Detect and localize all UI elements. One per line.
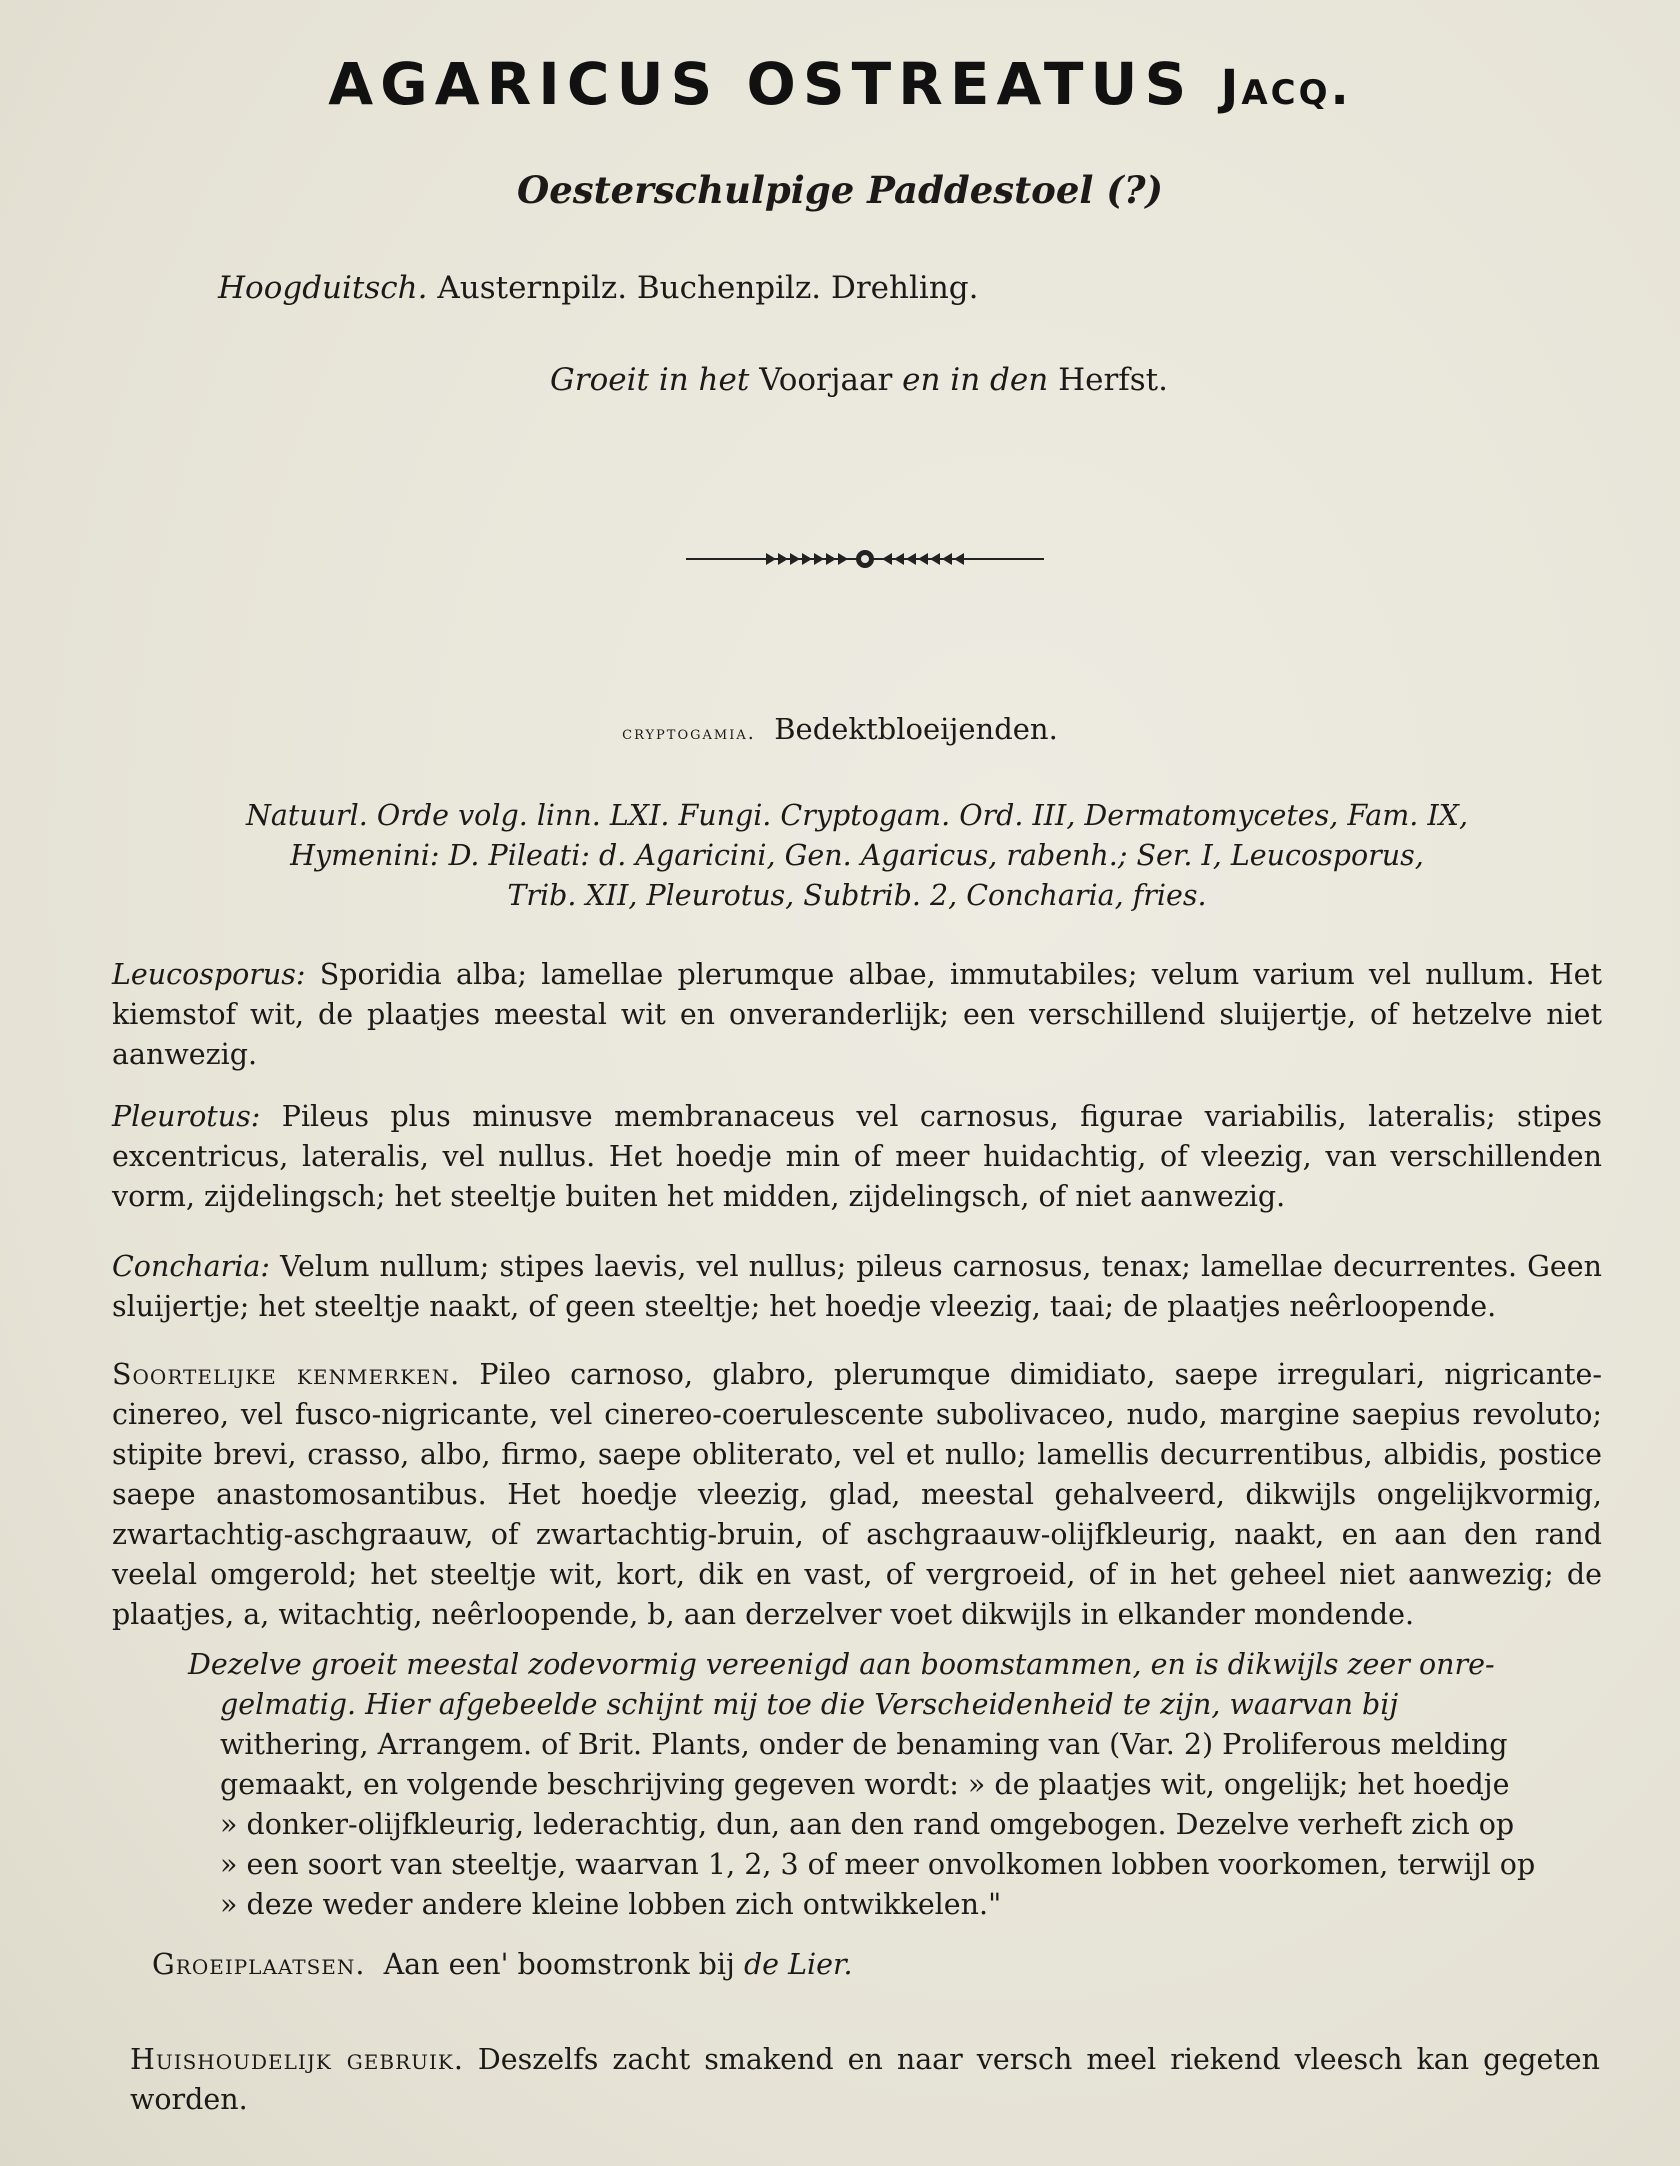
remark-quote (188, 1645, 1598, 1925)
household-use-term: Huishoudelijk gebruik. (130, 2043, 464, 2076)
remark-line: gemaakt, en volgende beschrijving gegeven wordt: » de plaatjes wit, ongelijk; het hoedje (220, 1768, 1510, 1801)
dutch-common-name: Oesterschulpige Paddestoel (?) (516, 168, 1164, 212)
leucosporus-text: Sporidia alba; lamellae plerumque albae, immutabiles; velum varium vel nullum. Het kiemstof wit, de plaatjes meestal wit en onveranderlijk; een verschillend sluijertje, of hetzelve niet aanwezig. (112, 958, 1602, 1071)
concharia-paragraph (112, 1247, 1602, 1327)
growth-season (550, 362, 1168, 398)
characteristics-paragraph (112, 1355, 1602, 1635)
growth-season-spring: Voorjaar (759, 362, 893, 398)
species-name: AGARICUS OSTREATUS (328, 50, 1194, 118)
concharia-text: Velum nullum; stipes laevis, vel nullus; pileus carnosus, tenax; lamellae decurrentes. Geen sluijertje; het steeltje naakt, of geen steeltje; het hoedje vleezig, taai; de plaatjes neêrloopende. (112, 1250, 1602, 1323)
household-use-paragraph (130, 2040, 1600, 2120)
page-title (0, 50, 1680, 118)
species-author: Jacq. (1220, 60, 1352, 116)
habitat-paragraph (152, 1945, 1642, 1985)
german-name-list: Austernpilz. Buchenpilz. Drehling. (437, 270, 979, 306)
natural-order (112, 796, 1602, 916)
pleurotus-text: Pileus plus minusve membranaceus vel carnosus, figurae variabilis, lateralis; stipes excentricus, lateralis, vel nullus. Het hoedje min of meer huidachtig, of vleezig, van verschillenden vorm, zijdelingsch; het steeltje buiten het midden, zijdelingsch, of niet aanwezig. (112, 1100, 1602, 1213)
natural-order-line: Hymenini: D. Pileati: d. Agaricini, Gen. Agaricus, rabenh.; Ser. I, Leucosporus, (290, 839, 1424, 872)
classification-heading (0, 712, 1680, 746)
divider-ornament (686, 544, 1044, 574)
concharia-term: Concharia: (112, 1250, 270, 1283)
remark-line: » een soort van steeltje, waarvan 1, 2, 3 of meer onvolkomen lobben voorkomen, terwijl op (220, 1848, 1536, 1881)
pleurotus-paragraph (112, 1097, 1602, 1217)
household-use-text: Deszelfs zacht smakend en naar versch meel riekend vleesch kan gegeten worden. (130, 2043, 1601, 2116)
leucosporus-term: Leucosporus: (112, 958, 306, 991)
remark-line: Dezelve groeit meestal zodevormig vereenigd aan boomstammen, en is dikwijls zeer onre- (188, 1648, 1495, 1681)
remark-line: » deze weder andere kleine lobben zich ontwikkelen." (220, 1888, 1002, 1921)
remark-line: » donker-olijfkleurig, lederachtig, dun, aan den rand omgebogen. Dezelve verheft zich op (220, 1808, 1515, 1841)
german-names (218, 270, 978, 306)
german-label: Hoogduitsch. (218, 270, 428, 306)
habitat-text: Aan een' boomstronk bij (383, 1948, 735, 1981)
natural-order-line: Trib. XII, Pleurotus, Subtrib. 2, Concharia, fries. (507, 879, 1207, 912)
characteristics-text: Pileo carnoso, glabro, plerumque dimidiato, saepe irregulari, nigricante-cinereo, vel fusco-nigricante, vel cinereo-coerulescente subolivaceo, nudo, margine saepius revoluto; stipite brevi, crasso, albo, firmo, saepe obliterato, vel et nullo; lamellis decurrentibus, albidis, postice saepe anastomosantibus. Het hoedje vleezig, glad, meestal gehalveerd, dikwijls ongelijkvormig, zwartachtig-aschgraauw, of zwartachtig-bruin, of aschgraauw-olijfkleurig, naakt, en aan den rand veelal omgerold; het steeltje wit, kort, dik en vast, of vergroeid, of in het geheel niet aanwezig; de plaatjes, a, witachtig, neêrloopende, b, aan derzelver voet dikwijls in elkander mondende. (112, 1358, 1602, 1631)
growth-lead: Groeit in het (550, 362, 750, 398)
characteristics-term: Soortelijke kenmerken. (112, 1358, 461, 1391)
class-label: cryptogamia. (622, 722, 756, 744)
habitat-place: de Lier. (743, 1948, 853, 1981)
class-dutch: Bedektbloeijenden. (774, 712, 1058, 746)
remark-line: gelmatig. Hier afgebeelde schijnt mij toe die Verscheidenheid te zijn, waarvan bij (220, 1688, 1399, 1721)
leucosporus-paragraph (112, 955, 1602, 1075)
natural-order-line: Natuurl. Orde volg. linn. LXI. Fungi. Cryptogam. Ord. III, Dermatomycetes, Fam. IX, (245, 799, 1469, 832)
growth-conjunction: en in den (902, 362, 1049, 398)
pleurotus-term: Pleurotus: (112, 1100, 261, 1133)
habitat-term: Groeiplaatsen. (152, 1948, 366, 1981)
growth-season-autumn: Herfst. (1058, 362, 1168, 398)
remark-line: withering, Arrangem. of Brit. Plants, onder de benaming van (Var. 2) Proliferous melding (220, 1728, 1508, 1761)
